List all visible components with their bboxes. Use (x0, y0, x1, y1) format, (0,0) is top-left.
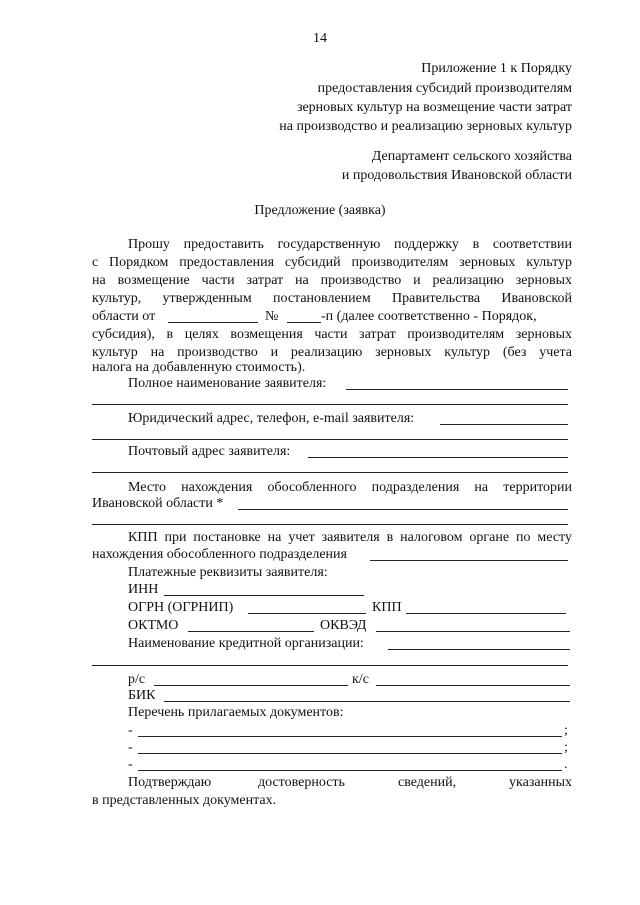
bik-label: БИК (128, 688, 156, 703)
intro-line-5a: области от (92, 309, 156, 324)
document-end-3: . (564, 757, 568, 772)
intro-line-7: культур на производство и реализацию зерновых культур (без учета (92, 345, 572, 360)
document-end-2: ; (564, 740, 568, 755)
page-number: 14 (313, 31, 327, 46)
kpp-label: КПП (372, 600, 402, 615)
kpp-field[interactable] (406, 613, 566, 614)
bank-name-field[interactable] (388, 649, 570, 650)
oktmo-label: ОКТМО (128, 618, 179, 633)
legal-address-field-2[interactable] (92, 439, 568, 440)
intro-line-2: с Порядком предоставления субсидий производителям зерновых культур (92, 255, 572, 270)
document-field-2[interactable] (138, 753, 562, 754)
legal-address-field[interactable] (440, 424, 568, 425)
document-end-1: ; (564, 723, 568, 738)
addressee-line-1: Департамент сельского хозяйства (371, 149, 572, 164)
location-field-2[interactable] (92, 524, 568, 525)
appendix-line-3: зерновых культур на возмещение части затрат (296, 100, 572, 115)
bank-name-field-2[interactable] (92, 665, 568, 666)
location-label-1: Место нахождения обособленного подразделения на территории (128, 480, 572, 495)
full-name-label: Полное наименование заявителя: (128, 376, 327, 391)
document-dash-2: - (128, 740, 133, 755)
intro-line-6: субсидия), в целях возмещения части затрат производителям зерновых (92, 327, 572, 342)
document-field-1[interactable] (138, 736, 562, 737)
page-title: Предложение (заявка) (254, 203, 386, 218)
decree-number-field[interactable] (287, 322, 321, 323)
confirm-word-1: Подтверждаю (128, 775, 212, 790)
ks-label: к/с (352, 672, 369, 687)
intro-line-4: культур, утвержденным постановлением Правительства Ивановской (92, 291, 572, 306)
postal-address-field[interactable] (308, 457, 568, 458)
rs-field[interactable] (154, 685, 348, 686)
confirm-line-2: в представленных документах. (92, 793, 277, 808)
branch-kpp-field[interactable] (370, 560, 568, 561)
confirm-word-2: достоверность (258, 775, 345, 790)
full-name-field-2[interactable] (92, 404, 568, 405)
document-dash-3: - (128, 757, 133, 772)
decree-date-field[interactable] (168, 322, 258, 323)
appendix-line-4: на производство и реализацию зерновых культур (279, 119, 572, 134)
confirm-word-3: сведений, (398, 775, 457, 790)
intro-line-8: налога на добавленную стоимость). (92, 360, 306, 375)
intro-line-3: на возмещение части затрат на производство и реализацию зерновых (92, 273, 572, 288)
document-dash-1: - (128, 723, 133, 738)
intro-line-5c: -п (далее соответственно - Порядок, (321, 309, 537, 324)
payment-details-label: Платежные реквизиты заявителя: (128, 565, 328, 580)
ks-field[interactable] (376, 685, 570, 686)
bank-name-label: Наименование кредитной организации: (128, 636, 364, 651)
postal-address-field-2[interactable] (92, 472, 568, 473)
location-label-2: Ивановской области * (92, 496, 224, 511)
branch-kpp-label-2: нахождения обособленного подразделения (92, 547, 347, 562)
full-name-field[interactable] (346, 389, 568, 390)
inn-field[interactable] (164, 595, 364, 596)
confirm-word-4: указанных (509, 775, 572, 790)
branch-kpp-label-1: КПП при постановке на учет заявителя в налоговом органе по месту (128, 530, 572, 545)
inn-label: ИНН (128, 582, 159, 597)
appendix-line-2: предоставления субсидий производителям (317, 81, 572, 96)
rs-label: р/с (128, 672, 146, 687)
intro-line-1: Прошу предоставить государственную поддержку в соответствии (128, 237, 572, 252)
legal-address-label: Юридический адрес, телефон, e-mail заявителя: (128, 411, 415, 426)
ogrn-field[interactable] (248, 613, 366, 614)
ogrn-label: ОГРН (ОГРНИП) (128, 600, 234, 615)
okved-field[interactable] (376, 631, 570, 632)
bik-field[interactable] (164, 701, 570, 702)
location-field[interactable] (238, 509, 568, 510)
addressee-line-2: и продовольствия Ивановской области (341, 168, 572, 183)
document-field-3[interactable] (138, 770, 562, 771)
postal-address-label: Почтовый адрес заявителя: (128, 444, 291, 459)
intro-line-5b: № (265, 309, 279, 324)
documents-label: Перечень прилагаемых документов: (128, 705, 344, 720)
appendix-line-1: Приложение 1 к Порядку (421, 61, 572, 76)
okved-label: ОКВЭД (320, 618, 367, 633)
oktmo-field[interactable] (188, 631, 314, 632)
